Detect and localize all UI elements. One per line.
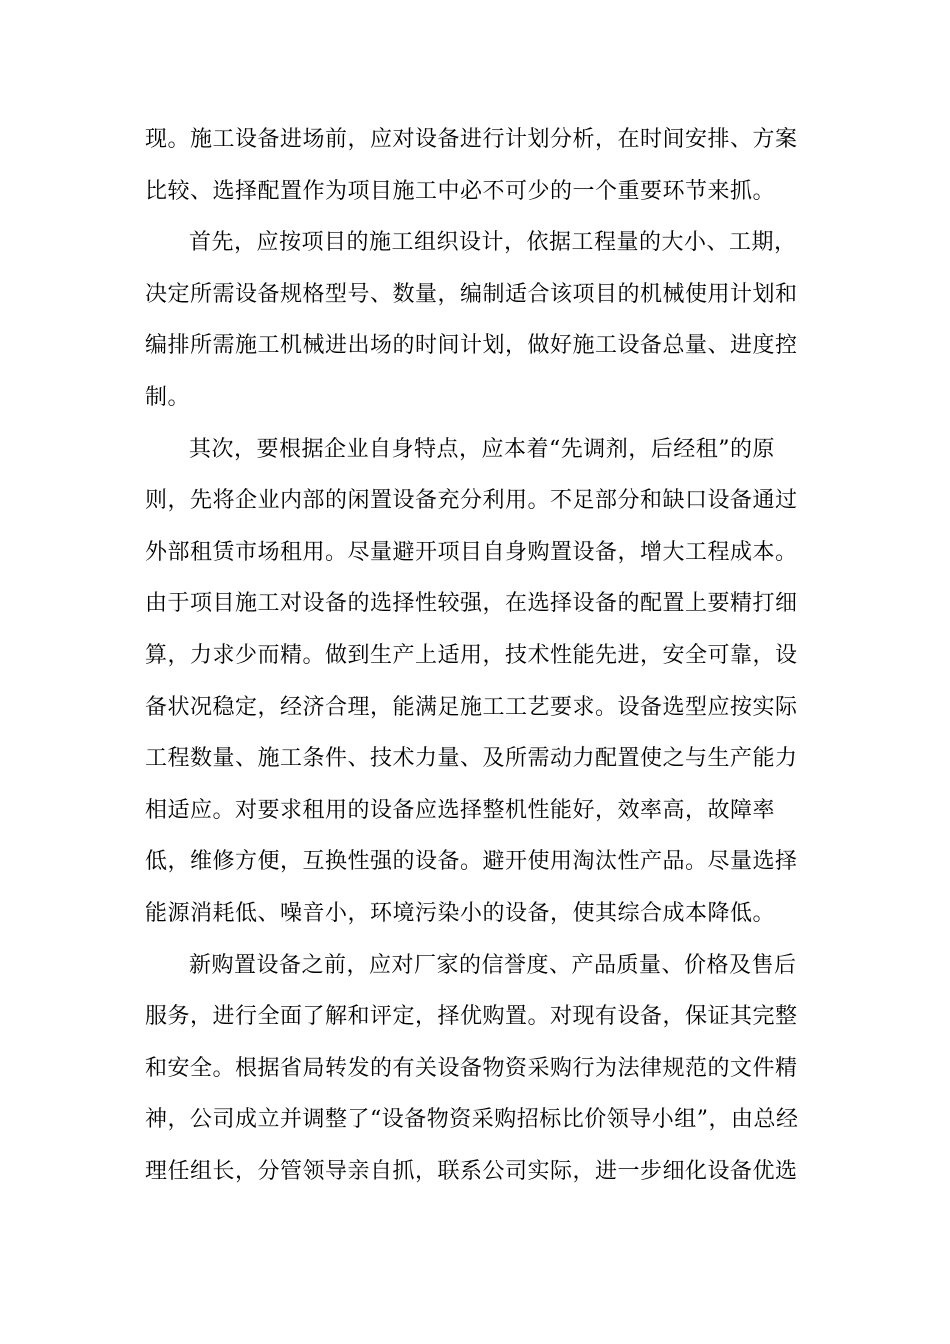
text-line: 编排所需施工机械进出场的时间计划，做好施工设备总量、进度控: [145, 333, 798, 359]
text-line: 神，公司成立并调整了“设备物资采购招标比价领导小组”，由总经: [145, 1107, 799, 1133]
paragraph-first-line: 其次，要根据企业自身特点，应本着“先调剂，后经租”的原: [189, 436, 775, 462]
text-line: 备状况稳定，经济合理，能满足施工工艺要求。设备选型应按实际: [145, 694, 798, 720]
text-line: 比较、选择配置作为项目施工中必不可少的一个重要环节来抓。: [145, 178, 776, 204]
text-line: 服务，进行全面了解和评定，择优购置。对现有设备，保证其完整: [145, 1004, 798, 1030]
text-line: 算，力求少而精。做到生产上适用，技术性能先进，安全可靠，设: [145, 642, 798, 668]
document-body: [145, 114, 799, 1197]
text-line: 制。: [145, 384, 191, 410]
text-line: 能源消耗低、噪音小，环境污染小的设备，使其综合成本降低。: [145, 900, 776, 926]
text-line: 理任组长，分管领导亲自抓，联系公司实际，进一步细化设备优选: [145, 1158, 798, 1184]
text-line: 现。施工设备进场前，应对设备进行计划分析，在时间安排、方案: [145, 127, 798, 152]
text-line: 和安全。根据省局转发的有关设备物资采购行为法律规范的文件精: [145, 1055, 798, 1081]
text-line: 决定所需设备规格型号、数量，编制适合该项目的机械使用计划和: [145, 281, 798, 307]
text-line: 低，维修方便，互换性强的设备。避开使用淘汰性产品。尽量选择: [145, 849, 798, 875]
text-line: 外部租赁市场租用。尽量避开项目自身购置设备，增大工程成本。: [145, 539, 798, 565]
text-line: 由于项目施工对设备的选择性较强，在选择设备的配置上要精打细: [145, 591, 798, 617]
text-line: 工程数量、施工条件、技术力量、及所需动力配置使之与生产能力: [145, 746, 798, 772]
paragraph-first-line: 新购置设备之前，应对厂家的信誉度、产品质量、价格及售后: [189, 952, 797, 978]
text-line: 则，先将企业内部的闲置设备充分利用。不足部分和缺口设备通过: [145, 488, 798, 514]
paragraph-first-line: 首先，应按项目的施工组织设计，依据工程量的大小、工期，: [189, 230, 797, 256]
text-line: 相适应。对要求租用的设备应选择整机性能好，效率高，故障率: [145, 797, 776, 823]
